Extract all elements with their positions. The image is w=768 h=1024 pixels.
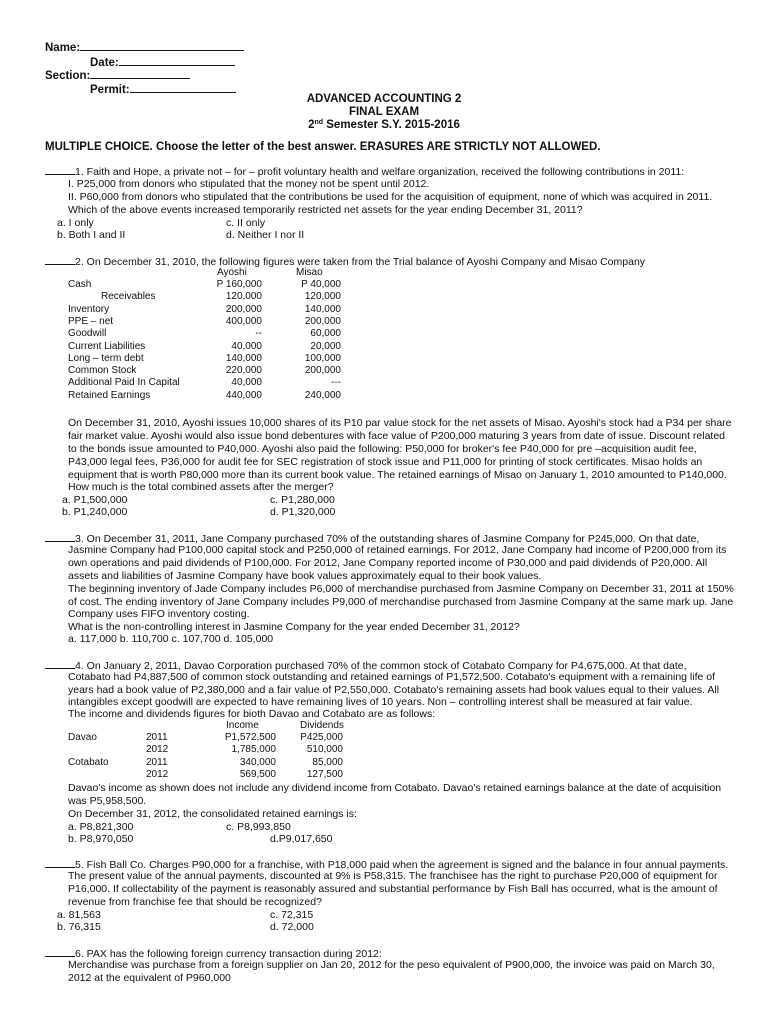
q4-line-5: The income and dividends figures for bioth Davao and Cotabato are as follows: xyxy=(68,708,436,720)
ayoshi-value: 200,000 xyxy=(225,303,262,315)
ayoshi-value: 120,000 xyxy=(225,291,262,303)
q4-choice-a[interactable]: a. P8,821,300 xyxy=(68,821,134,833)
q3-line-2: Jasmine Company had P100,000 capital stock and P250,000 of retained earnings. For 2012, Jane Company had income of P200,000 from its xyxy=(68,544,727,556)
q2-para-5: equipment that is worth P80,000 more than its current book value. The retained earnings of Misao on January 1, 2010 amounted to P140,000. xyxy=(68,469,727,481)
ayoshi-value: 140,000 xyxy=(225,352,262,364)
dividends-value: P425,000 xyxy=(300,732,343,743)
table-row-label: Current Liabilities xyxy=(68,340,146,352)
q3-line-5: The beginning inventory of Jade Company includes P6,000 of merchandise purchased from Jasmine Company on December 31, 2011 at 150% xyxy=(68,583,734,595)
col-dividends: Dividends xyxy=(300,720,344,731)
q4-choice-c[interactable]: c. P8,993,850 xyxy=(226,821,291,833)
question-1-stem: 1. Faith and Hope, a private not – for – profit voluntary health and welfare organization, received the following contributions in 2011: xyxy=(45,165,684,178)
q4-line-8: On December 31, 2012, the consolidated retained earnings is: xyxy=(68,808,357,820)
q5-choice-a[interactable]: a. 81,563 xyxy=(57,909,101,921)
ayoshi-value: 220,000 xyxy=(225,365,262,377)
ayoshi-value: -- xyxy=(255,328,262,340)
q3-line-8: What is the non-controlling interest in Jasmine Company for the year ended December 31, 2012? xyxy=(68,621,520,633)
year: 2012 xyxy=(146,768,169,780)
year: 2011 xyxy=(146,732,168,743)
table-row-label: Goodwill xyxy=(68,328,107,340)
section-field[interactable] xyxy=(45,69,190,83)
misao-value: P 40,000 xyxy=(301,279,341,290)
q5-choice-d[interactable]: d. 72,000 xyxy=(270,921,314,933)
table-row-label: PPE – net xyxy=(68,315,114,327)
name-label: Name: xyxy=(45,42,81,54)
q4-line-6: Davao's income as shown does not include any dividend income from Cotabato. Davao's retained earnings balance at the date of acquisition xyxy=(68,782,722,794)
q1-choice-a[interactable]: a. I only xyxy=(57,217,94,229)
misao-value: 60,000 xyxy=(310,328,341,340)
date-field[interactable] xyxy=(90,56,235,70)
table-row-label: Cash xyxy=(68,279,92,290)
ayoshi-value: 400,000 xyxy=(225,315,262,327)
year: 2012 xyxy=(146,744,169,756)
exam-title: ADVANCED ACCOUNTING 2 xyxy=(306,93,462,105)
date-label: Date: xyxy=(90,57,119,69)
ayoshi-value: 440,000 xyxy=(225,389,262,401)
q4-choice-b[interactable]: b. P8,970,050 xyxy=(68,833,134,845)
section-label: Section: xyxy=(45,70,91,82)
income-value: 569,500 xyxy=(239,768,276,780)
section-blank[interactable] xyxy=(90,69,190,79)
answer-blank-3[interactable] xyxy=(45,532,75,542)
misao-value: 100,000 xyxy=(304,352,341,364)
question-2-stem: 2. On December 31, 2010, the following figures were taken from the Trial balance of Ayoshi Company and Misao Company xyxy=(45,255,645,268)
q4-line-4: intangibles except goodwill are expected to have remaining lives of 10 years. Non – controlling interest shall be measured at fair value. xyxy=(68,696,693,708)
q1-item-ii: II. P60,000 from donors who stipulated that the contributions be used for the acquisition of equipment, none of which was acquired in 2011. xyxy=(68,191,713,203)
question-5-stem: 5. Fish Ball Co. Charges P90,000 for a franchise, with P18,000 paid when the agreement is signed and the balance in four annual payments. xyxy=(45,858,728,871)
question-6-stem: 6. PAX has the following foreign currency transaction during 2012: xyxy=(45,947,382,960)
q5-line-3: P16,000. If collectability of the payment is reasonably assured and substantial performance by Fish Ball has occurred, what is the amount of xyxy=(68,883,718,895)
misao-value: 140,000 xyxy=(304,303,341,315)
q1-choice-b[interactable]: b. Both I and II xyxy=(57,229,126,241)
answer-blank-5[interactable] xyxy=(45,858,75,868)
q5-choice-b[interactable]: b. 76,315 xyxy=(57,921,101,933)
permit-blank[interactable] xyxy=(130,83,236,93)
question-4-stem: 4. On January 2, 2011, Davao Corporation purchased 70% of the common stock of Cotabato Company for P4,675,000. At that date, xyxy=(45,659,687,672)
company-name: Cotabato xyxy=(68,756,109,768)
table-row-label: Inventory xyxy=(68,303,110,315)
year: 2011 xyxy=(146,756,168,768)
q1-ask: Which of the above events increased temporarily restricted net assets for the year ending December 31, 2011? xyxy=(68,204,583,216)
permit-field[interactable] xyxy=(90,83,236,97)
answer-blank-2[interactable] xyxy=(45,255,75,265)
misao-value: 200,000 xyxy=(304,365,341,377)
exam-subtitle: FINAL EXAM xyxy=(348,106,420,118)
q5-line-2: The present value of the annual payments, discounted at 9% is P58,315. The franchisee has the right to purchase P20,000 of equipment for xyxy=(68,870,718,882)
q2-para-4: P43,000 legal fees, P36,000 for audit fee for SEC registration of stock issue and P11,000 for printing of stock certificates. Misao holds an xyxy=(68,456,703,468)
col-misao: Misao xyxy=(296,267,323,278)
q6-line-2: Merchandise was purchase from a foreign supplier on Jan 20, 2012 for the peso equivalent of P900,000, the invoice was paid on March 30, xyxy=(68,959,715,971)
q4-line-7: was P5,958,500. xyxy=(68,795,147,807)
dividends-value: 85,000 xyxy=(312,756,343,768)
income-value: P1,572,500 xyxy=(224,732,276,743)
company-name: Davao xyxy=(68,732,97,743)
q2-choice-b[interactable]: b. P1,240,000 xyxy=(62,506,128,518)
q3-line-3: own operations and paid dividends of P100,000. For 2012, Jane Company reported income of P30,000 and paid dividends of P20,000. All xyxy=(68,557,708,569)
date-blank[interactable] xyxy=(119,56,235,66)
exam-semester: 2nd Semester S.Y. 2015-2016 xyxy=(308,119,460,131)
misao-value: 200,000 xyxy=(304,315,341,327)
q4-line-2: Cotabato had P4,887,500 of common stock outstanding and retained earnings of P1,572,500. Cotabato's equipment with a remaining life of xyxy=(68,671,716,683)
col-ayoshi: Ayoshi xyxy=(217,267,247,278)
ayoshi-value: P 160,000 xyxy=(216,279,262,290)
q4-choice-d[interactable]: d.P9,017,650 xyxy=(270,833,333,845)
question-3-stem: 3. On December 31, 2011, Jane Company purchased 70% of the outstanding shares of Jasmine Company for P245,000. On that date, xyxy=(45,532,699,545)
q4-line-3: years had a book value of P2,380,000 and a fair value of P2,550,000. Cotabato's remaining assets had book values equal to their values. All xyxy=(68,684,720,696)
answer-blank-4[interactable] xyxy=(45,659,75,669)
misao-value: --- xyxy=(331,377,341,389)
misao-value: 240,000 xyxy=(304,389,341,401)
misao-value: 120,000 xyxy=(304,291,341,303)
ayoshi-value: 40,000 xyxy=(231,377,262,389)
q2-para-3: to the bonds issue amounted to P40,000. Ayoshi also paid the following: P50,000 for broker's fee P40,000 for pre –acquisition audit fee, xyxy=(68,443,697,455)
col-income: Income xyxy=(226,720,259,731)
table-row-label: Receivables xyxy=(101,291,156,303)
income-value: 1,785,000 xyxy=(231,744,276,756)
q1-choice-d[interactable]: d. Neither I nor II xyxy=(226,229,305,241)
q6-line-3: 2012 at the equivalent of P960,000 xyxy=(68,972,231,984)
q3-choices[interactable]: a. 117,000 b. 110,700 c. 107,700 d. 105,000 xyxy=(68,633,274,645)
q3-line-4: assets and liabilities of Jasmine Company have book values approximately equal to their book values. xyxy=(68,570,542,582)
q2-choice-d[interactable]: d. P1,320,000 xyxy=(270,506,336,518)
q3-line-7: Company uses FIFO inventory costing. xyxy=(68,608,250,620)
misao-value: 20,000 xyxy=(310,340,341,352)
instructions: MULTIPLE CHOICE. Choose the letter of the best answer. ERASURES ARE STRICTLY NOT ALLOWED. xyxy=(45,141,601,153)
q2-choice-c[interactable]: c. P1,280,000 xyxy=(270,494,335,506)
q2-para-6: How much is the total combined assets after the merger? xyxy=(68,481,334,493)
answer-blank-1[interactable] xyxy=(45,165,75,175)
table-row-label: Retained Earnings xyxy=(68,389,151,401)
name-blank[interactable] xyxy=(80,41,244,51)
name-field[interactable] xyxy=(45,41,244,55)
dividends-value: 510,000 xyxy=(306,744,343,756)
income-value: 340,000 xyxy=(239,756,276,768)
table-row-label: Additional Paid In Capital xyxy=(68,377,180,389)
q2-choice-a[interactable]: a. P1,500,000 xyxy=(62,494,128,506)
table-row-label: Common Stock xyxy=(68,365,137,377)
dividends-value: 127,500 xyxy=(306,768,343,780)
q3-line-6: of cost. The ending inventory of Jane Company includes P9,000 of merchandise purchased from Jasmine Company at the same mark up. Jane xyxy=(68,596,734,608)
q2-para-1: On December 31, 2010, Ayoshi issues 10,000 shares of its P10 par value stock for the net assets of Misao. Ayoshi's stock had a P34 per share xyxy=(68,417,732,429)
table-row-label: Long – term debt xyxy=(68,352,144,364)
q5-line-4: revenue from franchise fee that should be recognized? xyxy=(68,896,322,908)
permit-label: Permit: xyxy=(90,84,130,96)
q2-para-2: fair market value. Ayoshi would also issue bond debentures with face value of P200,000 maturing 3 years from date of issue. Discount related xyxy=(68,430,726,442)
q1-choice-c[interactable]: c. II only xyxy=(226,217,266,229)
answer-blank-6[interactable] xyxy=(45,947,75,957)
ayoshi-value: 40,000 xyxy=(231,340,262,352)
q5-choice-c[interactable]: c. 72,315 xyxy=(270,909,314,921)
q1-item-i: I. P25,000 from donors who stipulated that the money not be spent until 2012. xyxy=(68,178,430,190)
